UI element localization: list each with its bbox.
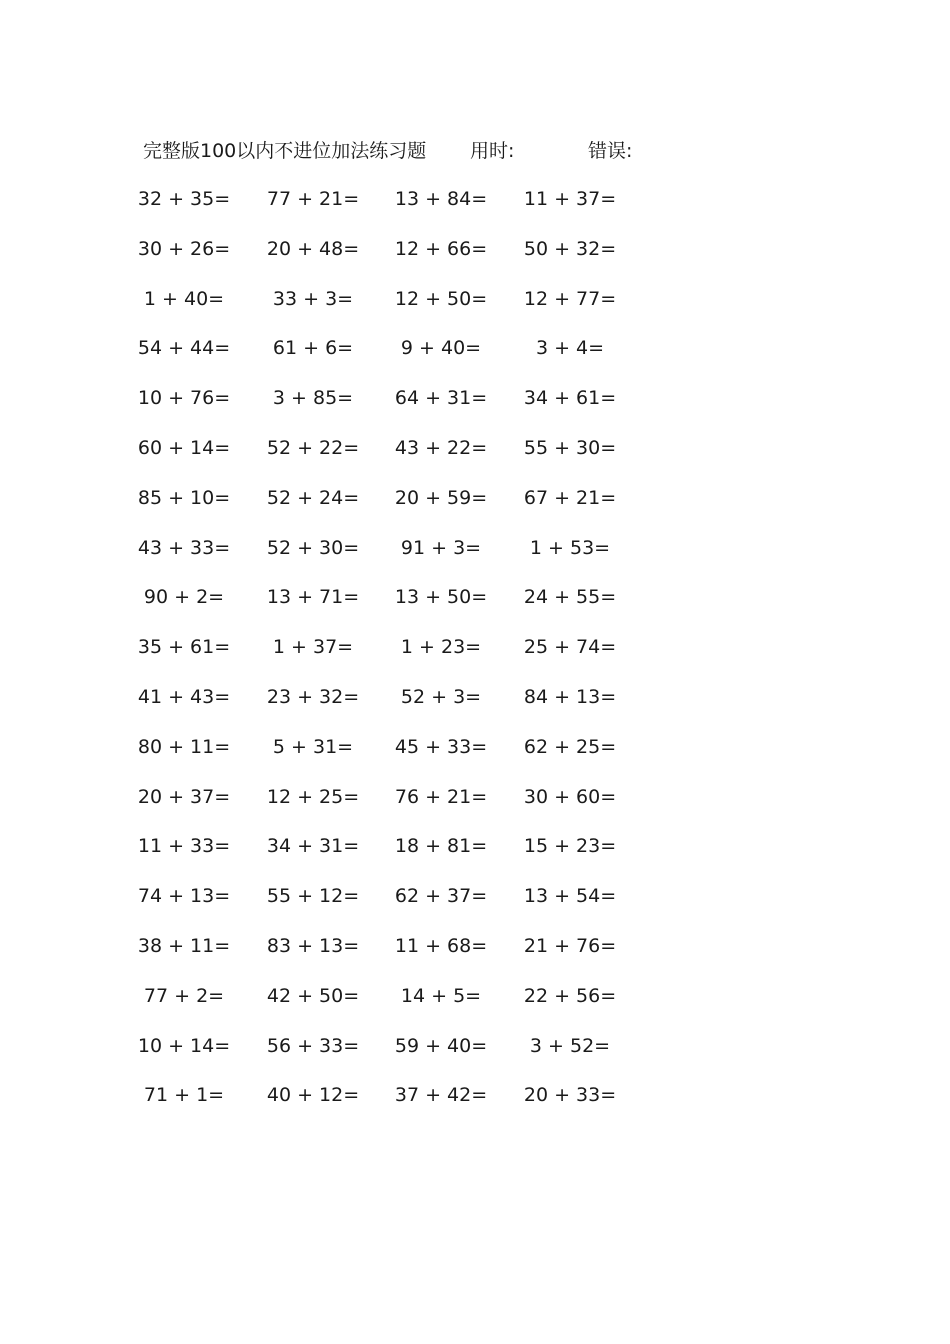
problem-row xyxy=(0,782,950,832)
addition-problem: 1 + 23= xyxy=(400,636,482,659)
problem-row xyxy=(0,1080,950,1130)
addition-problem: 56 + 33= xyxy=(266,1034,360,1057)
addition-problem: 84 + 13= xyxy=(523,685,617,708)
addition-problem: 12 + 77= xyxy=(523,287,617,310)
problem-row xyxy=(0,234,950,284)
addition-problem: 3 + 52= xyxy=(529,1034,611,1057)
addition-problem: 12 + 25= xyxy=(266,785,360,808)
addition-problem: 3 + 4= xyxy=(535,337,605,360)
addition-problem: 13 + 50= xyxy=(394,586,488,609)
addition-problem: 76 + 21= xyxy=(394,785,488,808)
addition-problem: 20 + 33= xyxy=(523,1084,617,1107)
addition-problem: 59 + 40= xyxy=(394,1034,488,1057)
addition-problem: 20 + 59= xyxy=(394,486,488,509)
addition-problem: 34 + 31= xyxy=(266,835,360,858)
addition-problem: 18 + 81= xyxy=(394,835,488,858)
addition-problem: 64 + 31= xyxy=(394,387,488,410)
addition-problem: 43 + 22= xyxy=(394,436,488,459)
problem-row xyxy=(0,533,950,583)
addition-problem: 60 + 14= xyxy=(137,436,231,459)
addition-problem: 13 + 84= xyxy=(394,188,488,210)
errors-label: 错误: xyxy=(588,140,633,162)
addition-problem: 14 + 5= xyxy=(400,984,482,1007)
addition-problem: 21 + 76= xyxy=(523,934,617,957)
problem-row xyxy=(0,931,950,981)
addition-problem: 45 + 33= xyxy=(394,735,488,758)
addition-problem: 55 + 12= xyxy=(266,885,360,908)
addition-problem: 1 + 53= xyxy=(529,536,611,559)
addition-problem: 43 + 33= xyxy=(137,536,231,559)
addition-problem: 35 + 61= xyxy=(137,636,231,659)
problem-grid xyxy=(0,184,950,1130)
addition-problem: 55 + 30= xyxy=(523,436,617,459)
problem-row xyxy=(0,284,950,334)
addition-problem: 11 + 68= xyxy=(394,934,488,957)
addition-problem: 34 + 61= xyxy=(523,387,617,410)
addition-problem: 20 + 37= xyxy=(137,785,231,808)
addition-problem: 38 + 11= xyxy=(137,934,231,957)
problem-row xyxy=(0,732,950,782)
addition-problem: 15 + 23= xyxy=(523,835,617,858)
problem-row xyxy=(0,1031,950,1081)
addition-problem: 5 + 31= xyxy=(272,735,354,758)
addition-problem: 9 + 40= xyxy=(400,337,482,360)
addition-problem: 11 + 37= xyxy=(523,188,617,210)
addition-problem: 11 + 33= xyxy=(137,835,231,858)
addition-problem: 13 + 54= xyxy=(523,885,617,908)
addition-problem: 42 + 50= xyxy=(266,984,360,1007)
addition-problem: 62 + 25= xyxy=(523,735,617,758)
problem-row xyxy=(0,881,950,931)
problem-row xyxy=(0,582,950,632)
addition-problem: 25 + 74= xyxy=(523,636,617,659)
addition-problem: 13 + 71= xyxy=(266,586,360,609)
addition-problem: 12 + 66= xyxy=(394,237,488,260)
addition-problem: 74 + 13= xyxy=(137,885,231,908)
addition-problem: 33 + 3= xyxy=(272,287,354,310)
addition-problem: 77 + 2= xyxy=(143,984,225,1007)
addition-problem: 54 + 44= xyxy=(137,337,231,360)
addition-problem: 22 + 56= xyxy=(523,984,617,1007)
problem-row xyxy=(0,831,950,881)
addition-problem: 52 + 22= xyxy=(266,436,360,459)
worksheet-title: 完整版100以内不进位加法练习题 xyxy=(143,140,427,162)
addition-problem: 1 + 40= xyxy=(143,287,225,310)
addition-problem: 77 + 21= xyxy=(266,188,360,210)
addition-problem: 90 + 2= xyxy=(143,586,225,609)
addition-problem: 52 + 3= xyxy=(400,685,482,708)
addition-problem: 40 + 12= xyxy=(266,1084,360,1107)
problem-row xyxy=(0,682,950,732)
addition-problem: 12 + 50= xyxy=(394,287,488,310)
problem-row xyxy=(0,184,950,234)
addition-problem: 50 + 32= xyxy=(523,237,617,260)
problem-row xyxy=(0,632,950,682)
addition-problem: 67 + 21= xyxy=(523,486,617,509)
problem-row xyxy=(0,981,950,1031)
addition-problem: 20 + 48= xyxy=(266,237,360,260)
addition-problem: 1 + 37= xyxy=(272,636,354,659)
problem-row xyxy=(0,483,950,533)
problem-row xyxy=(0,433,950,483)
addition-problem: 52 + 30= xyxy=(266,536,360,559)
addition-problem: 10 + 76= xyxy=(137,387,231,410)
addition-problem: 71 + 1= xyxy=(143,1084,225,1107)
addition-problem: 83 + 13= xyxy=(266,934,360,957)
addition-problem: 3 + 85= xyxy=(272,387,354,410)
time-used-label: 用时: xyxy=(470,140,515,162)
worksheet-header xyxy=(143,136,663,166)
addition-problem: 30 + 26= xyxy=(137,237,231,260)
problem-row xyxy=(0,333,950,383)
addition-problem: 85 + 10= xyxy=(137,486,231,509)
addition-problem: 62 + 37= xyxy=(394,885,488,908)
addition-problem: 30 + 60= xyxy=(523,785,617,808)
addition-problem: 23 + 32= xyxy=(266,685,360,708)
addition-problem: 41 + 43= xyxy=(137,685,231,708)
addition-problem: 80 + 11= xyxy=(137,735,231,758)
addition-problem: 91 + 3= xyxy=(400,536,482,559)
addition-problem: 61 + 6= xyxy=(272,337,354,360)
problem-row xyxy=(0,383,950,433)
addition-problem: 37 + 42= xyxy=(394,1084,488,1107)
addition-problem: 52 + 24= xyxy=(266,486,360,509)
addition-problem: 10 + 14= xyxy=(137,1034,231,1057)
addition-problem: 24 + 55= xyxy=(523,586,617,609)
addition-problem: 32 + 35= xyxy=(137,188,231,210)
